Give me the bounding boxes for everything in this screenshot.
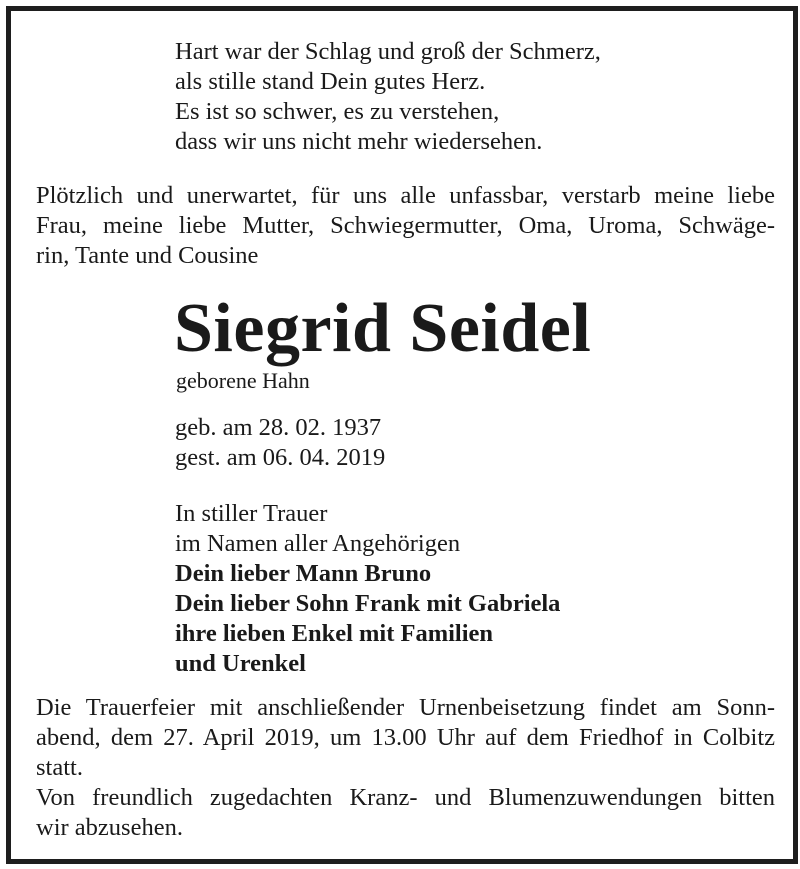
notice-line: Die Trauerfeier mit anschließender Urnenbeisetzung findet am Sonn- [36, 694, 775, 721]
death-date: gest. am 06. 04. 2019 [175, 444, 386, 471]
birth-name: geborene Hahn [176, 368, 310, 393]
notice-line: wir abzusehen. [36, 814, 183, 841]
poem-line: Hart war der Schlag und groß der Schmerz, [175, 38, 601, 65]
mourner-name: Dein lieber Mann Bruno [175, 560, 432, 587]
birth-date: geb. am 28. 02. 1937 [175, 414, 382, 441]
announcement-line: rin, Tante und Cousine [36, 242, 259, 269]
mourner-name: und Urenkel [175, 650, 306, 677]
announcement-line: Frau, meine liebe Mutter, Schwiegermutter, Oma, Uroma, Schwäge- [36, 212, 775, 239]
poem-line: Es ist so schwer, es zu verstehen, [175, 98, 500, 125]
mourners-intro: im Namen aller Angehörigen [175, 530, 461, 557]
poem-line: als stille stand Dein gutes Herz. [175, 68, 486, 95]
notice-line: Von freundlich zugedachten Kranz- und Blumenzuwendungen bitten [36, 784, 775, 811]
mourner-name: Dein lieber Sohn Frank mit Gabriela [175, 590, 561, 617]
announcement-line: Plötzlich und unerwartet, für uns alle unfassbar, verstarb meine liebe [36, 182, 775, 209]
notice-line: abend, dem 27. April 2019, um 13.00 Uhr auf dem Friedhof in Colbitz [36, 724, 775, 751]
obituary-border [6, 6, 798, 864]
mourners-intro: In stiller Trauer [175, 500, 328, 527]
mourner-name: ihre lieben Enkel mit Familien [175, 620, 494, 647]
notice-line: statt. [36, 754, 83, 781]
poem-line: dass wir uns nicht mehr wiedersehen. [175, 128, 543, 155]
deceased-name: Siegrid Seidel [174, 290, 592, 367]
